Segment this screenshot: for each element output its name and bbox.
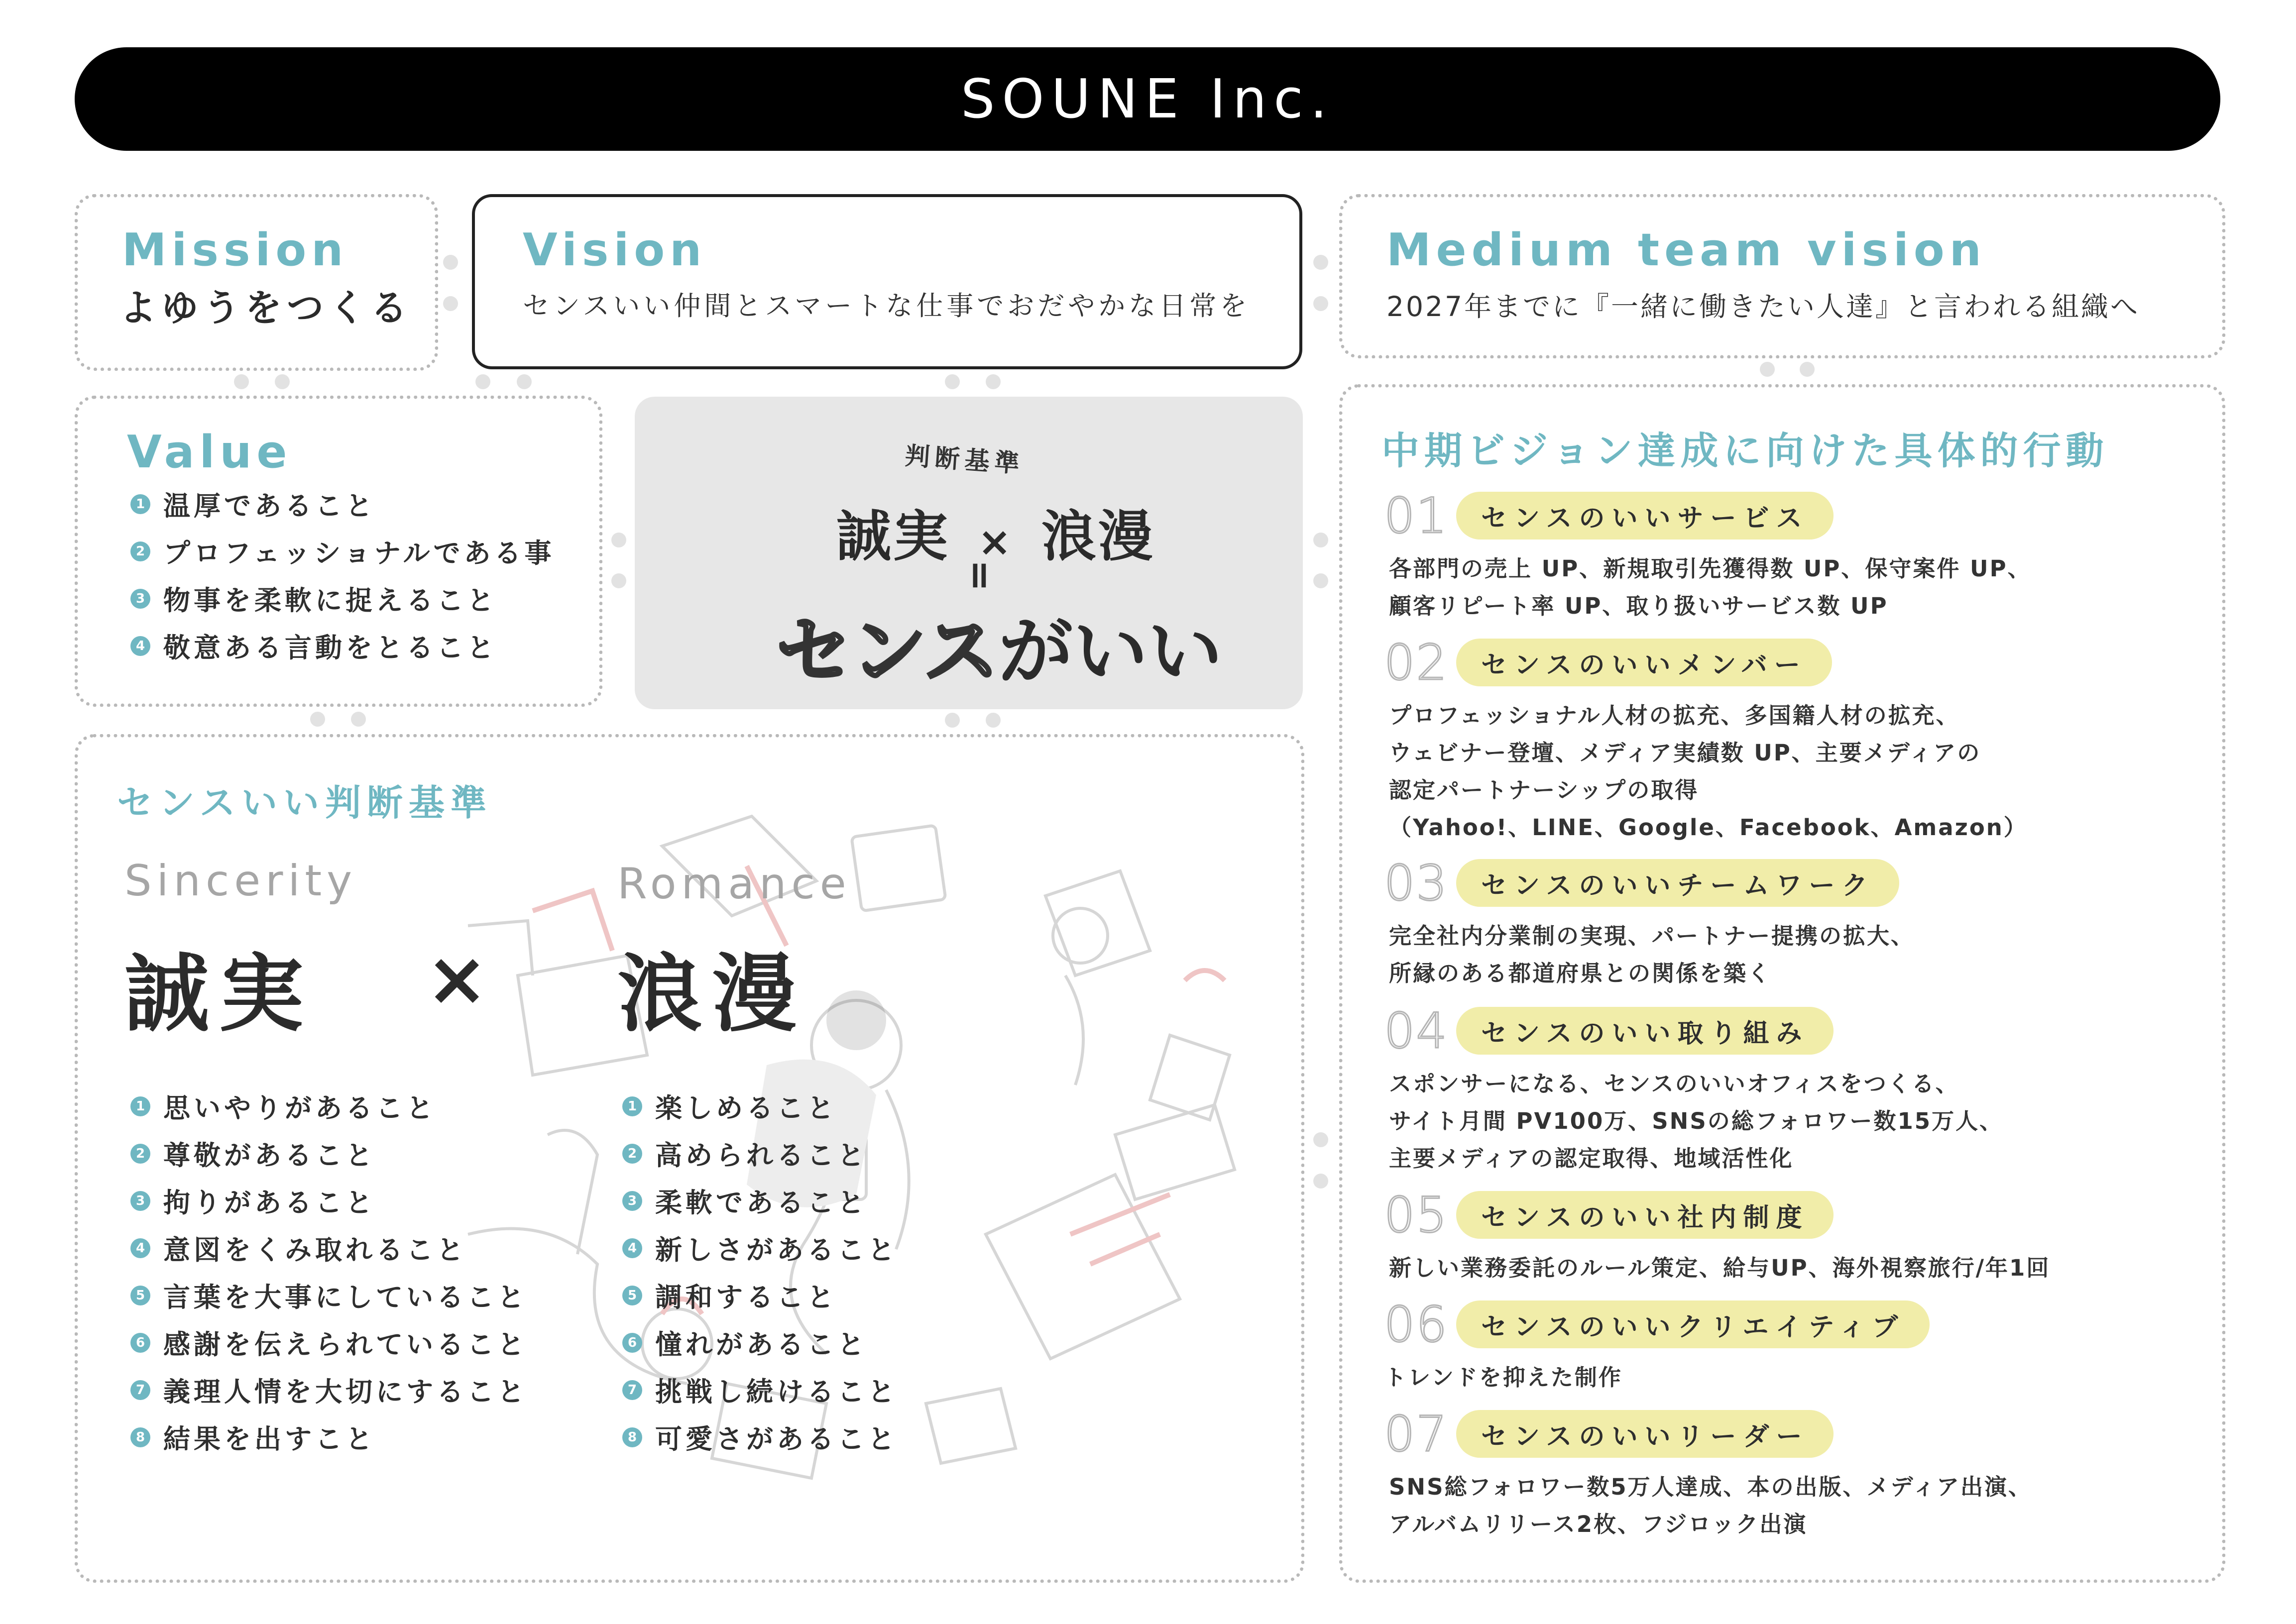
list-item	[622, 1224, 898, 1272]
list-item-label: 可愛さがあること	[655, 1423, 898, 1455]
connector-dot	[1313, 255, 1328, 270]
times-symbol: ×	[978, 519, 1014, 565]
connector-dot	[986, 374, 1001, 389]
action-number: 02	[1384, 635, 1448, 691]
description-line: ウェビナー登壇、メディア実績数 UP、主要メディアの	[1389, 740, 1981, 766]
action-number: 01	[1384, 488, 1448, 544]
list-item	[130, 1272, 528, 1319]
connector-dot	[310, 712, 325, 727]
number-badge: 1	[130, 1096, 150, 1116]
description-line: 新しい業務委託のルール策定、給与UP、海外視察旅行/年1回	[1389, 1255, 2051, 1281]
connector-dot	[1313, 573, 1328, 588]
action-number: 03	[1384, 855, 1448, 912]
actions-heading: 中期ビジョン達成に向けた具体的行動	[1381, 429, 2109, 473]
number-badge: 4	[130, 1238, 150, 1258]
connector-dot	[475, 374, 490, 389]
action-description	[1384, 1359, 1622, 1396]
vision-heading: Vision	[523, 224, 707, 276]
list-item-label: 敬意ある言動をとること	[163, 632, 497, 663]
mission-heading: Mission	[122, 224, 348, 276]
list-item	[130, 1083, 528, 1130]
romance-word: 浪漫	[1041, 505, 1155, 568]
description-line: スポンサーになる、センスのいいオフィスをつくる、	[1389, 1071, 1959, 1097]
list-item	[622, 1130, 898, 1177]
number-badge: 2	[130, 541, 150, 561]
action-title-pill: センスのいい取り組み	[1456, 1007, 1834, 1055]
number-badge: 8	[622, 1427, 642, 1447]
action-description	[1389, 917, 1915, 992]
connector-dot	[1313, 533, 1328, 547]
list-item-label: 温厚であること	[163, 490, 376, 522]
connector-dot	[611, 573, 626, 588]
list-item	[622, 1083, 898, 1130]
description-line: 顧客リピート率 UP、取り扱いサービス数 UP	[1389, 593, 1888, 619]
list-item-label: 楽しめること	[655, 1092, 837, 1124]
times-large: ×	[426, 936, 488, 1022]
connector-dot	[1313, 296, 1328, 311]
connector-dot	[1760, 362, 1775, 377]
medium-vision-text: 2027年までに『一緒に働きたい人達』と言われる組織へ	[1386, 291, 2140, 323]
list-item-label: 尊敬があること	[163, 1140, 376, 1171]
sincerity-jp: 誠実	[124, 945, 314, 1044]
list-item-label: 結果を出すこと	[163, 1423, 376, 1455]
action-number: 04	[1384, 1003, 1448, 1060]
list-item-label: プロフェッショナルである事	[163, 538, 555, 569]
list-item	[130, 622, 555, 669]
medium-vision-heading: Medium team vision	[1386, 224, 1986, 276]
number-badge: 1	[130, 494, 150, 514]
list-item	[130, 1413, 528, 1461]
connector-dot	[1313, 1174, 1328, 1189]
connector-dot	[1800, 362, 1815, 377]
list-item	[622, 1319, 898, 1366]
list-item-label: 義理人情を大切にすること	[163, 1376, 528, 1407]
number-badge: 5	[130, 1286, 150, 1305]
list-item	[130, 1224, 528, 1272]
list-item	[130, 1130, 528, 1177]
sincerity-list	[130, 1083, 528, 1461]
medium-vision-card	[1339, 194, 2225, 358]
connector-dot	[611, 533, 626, 547]
list-item-label: 拘りがあること	[163, 1187, 376, 1218]
list-item-label: 新しさがあること	[655, 1234, 898, 1266]
list-item	[130, 575, 555, 622]
connector-dot	[443, 255, 458, 270]
company-header	[75, 47, 2220, 151]
description-line: 完全社内分業制の実現、パートナー提携の拡大、	[1389, 923, 1915, 949]
connector-dot	[945, 713, 960, 728]
number-badge: 7	[622, 1380, 642, 1400]
list-item	[130, 480, 555, 528]
action-number: 07	[1384, 1406, 1448, 1463]
vision-text: センスいい仲間とスマートな仕事でおだやかな日常を	[523, 290, 1251, 322]
connector-dot	[1313, 1132, 1328, 1147]
romance-jp: 浪漫	[617, 945, 807, 1044]
criteria-caption: 判断基準	[904, 441, 1026, 479]
criteria-result	[777, 591, 1223, 699]
description-line: アルバムリリース2枚、フジロック出演	[1389, 1511, 1808, 1537]
action-title-pill: センスのいいクリエイティブ	[1456, 1300, 1930, 1348]
description-line: （Yahoo!、LINE、Google、Facebook、Amazon）	[1389, 814, 2028, 841]
list-item-label: 調和すること	[655, 1282, 837, 1313]
list-item-label: 憧れがあること	[655, 1329, 868, 1360]
good-word: がいい	[998, 609, 1223, 695]
action-description	[1389, 1468, 2032, 1543]
list-item	[622, 1366, 898, 1413]
description-line: 認定パートナーシップの取得	[1389, 777, 1699, 803]
description-line: SNS総フォロワー数5万人達成、本の出版、メディア出演、	[1389, 1474, 2032, 1500]
number-badge: 4	[622, 1238, 642, 1258]
action-title-pill: センスのいいチームワーク	[1456, 859, 1899, 907]
list-item	[130, 1177, 528, 1224]
number-badge: 4	[130, 636, 150, 656]
romance-list	[622, 1083, 898, 1461]
action-description	[1389, 550, 2032, 625]
action-number: 05	[1384, 1187, 1448, 1244]
connector-dot	[351, 712, 366, 727]
sincerity-word: 誠実	[836, 505, 950, 568]
number-badge: 3	[130, 1191, 150, 1211]
action-title-pill: センスのいいメンバー	[1456, 639, 1832, 686]
connector-dot	[275, 374, 290, 389]
list-item-label: 思いやりがあること	[163, 1092, 437, 1124]
description-line: 主要メディアの認定取得、地域活性化	[1389, 1145, 1794, 1172]
list-item	[130, 1319, 528, 1366]
number-badge: 1	[622, 1096, 642, 1116]
description-line: サイト月間 PV100万、SNSの総フォロワー数15万人、	[1389, 1108, 2004, 1134]
number-badge: 7	[130, 1380, 150, 1400]
number-badge: 2	[130, 1144, 150, 1164]
action-description	[1389, 697, 2028, 846]
value-heading: Value	[127, 426, 292, 478]
vision-card	[472, 194, 1302, 369]
list-item-label: 感謝を伝えられていること	[163, 1329, 528, 1360]
list-item-label: 言葉を大事にしていること	[163, 1282, 528, 1313]
equals-symbol: =	[958, 559, 1003, 592]
sense-criteria-heading: センスいい判断基準	[117, 782, 492, 824]
number-badge: 6	[130, 1333, 150, 1353]
list-item	[622, 1272, 898, 1319]
list-item-label: 柔軟であること	[655, 1187, 868, 1218]
list-item	[622, 1413, 898, 1461]
list-item-label: 物事を柔軟に捉えること	[163, 585, 497, 616]
list-item-label: 意図をくみ取れること	[163, 1234, 467, 1266]
mission-text: よゆうをつくる	[119, 287, 412, 329]
action-number: 06	[1384, 1297, 1448, 1353]
number-badge: 3	[130, 589, 150, 609]
action-title-pill: センスのいい社内制度	[1456, 1191, 1834, 1239]
number-badge: 2	[622, 1144, 642, 1164]
action-title-pill: センスのいいリーダー	[1456, 1410, 1834, 1458]
sincerity-en: Sincerity	[124, 856, 357, 906]
list-item	[622, 1177, 898, 1224]
description-line: 各部門の売上 UP、新規取引先獲得数 UP、保守案件 UP、	[1389, 555, 2032, 582]
company-name: SOUNE Inc.	[961, 68, 1334, 130]
number-badge: 6	[622, 1333, 642, 1353]
connector-dot	[517, 374, 532, 389]
sense-word: センス	[777, 609, 999, 695]
action-title-pill: センスのいいサービス	[1456, 492, 1834, 540]
connector-dot	[443, 296, 458, 311]
number-badge: 5	[622, 1286, 642, 1305]
list-item	[130, 1366, 528, 1413]
description-line: トレンドを抑えた制作	[1384, 1364, 1622, 1391]
list-item-label: 挑戦し続けること	[655, 1376, 898, 1407]
description-line: プロフェッショナル人材の拡充、多国籍人材の拡充、	[1389, 702, 1960, 729]
connector-dot	[234, 374, 249, 389]
action-description	[1389, 1249, 2050, 1287]
action-description	[1389, 1065, 2003, 1177]
description-line: 所縁のある都道府県との関係を築く	[1389, 960, 1772, 986]
list-item-label: 高められること	[655, 1140, 868, 1171]
number-badge: 8	[130, 1427, 150, 1447]
number-badge: 3	[622, 1191, 642, 1211]
romance-en: Romance	[617, 859, 851, 909]
list-item	[130, 528, 555, 575]
connector-dot	[986, 713, 1001, 728]
value-list	[130, 480, 555, 669]
connector-dot	[945, 374, 960, 389]
